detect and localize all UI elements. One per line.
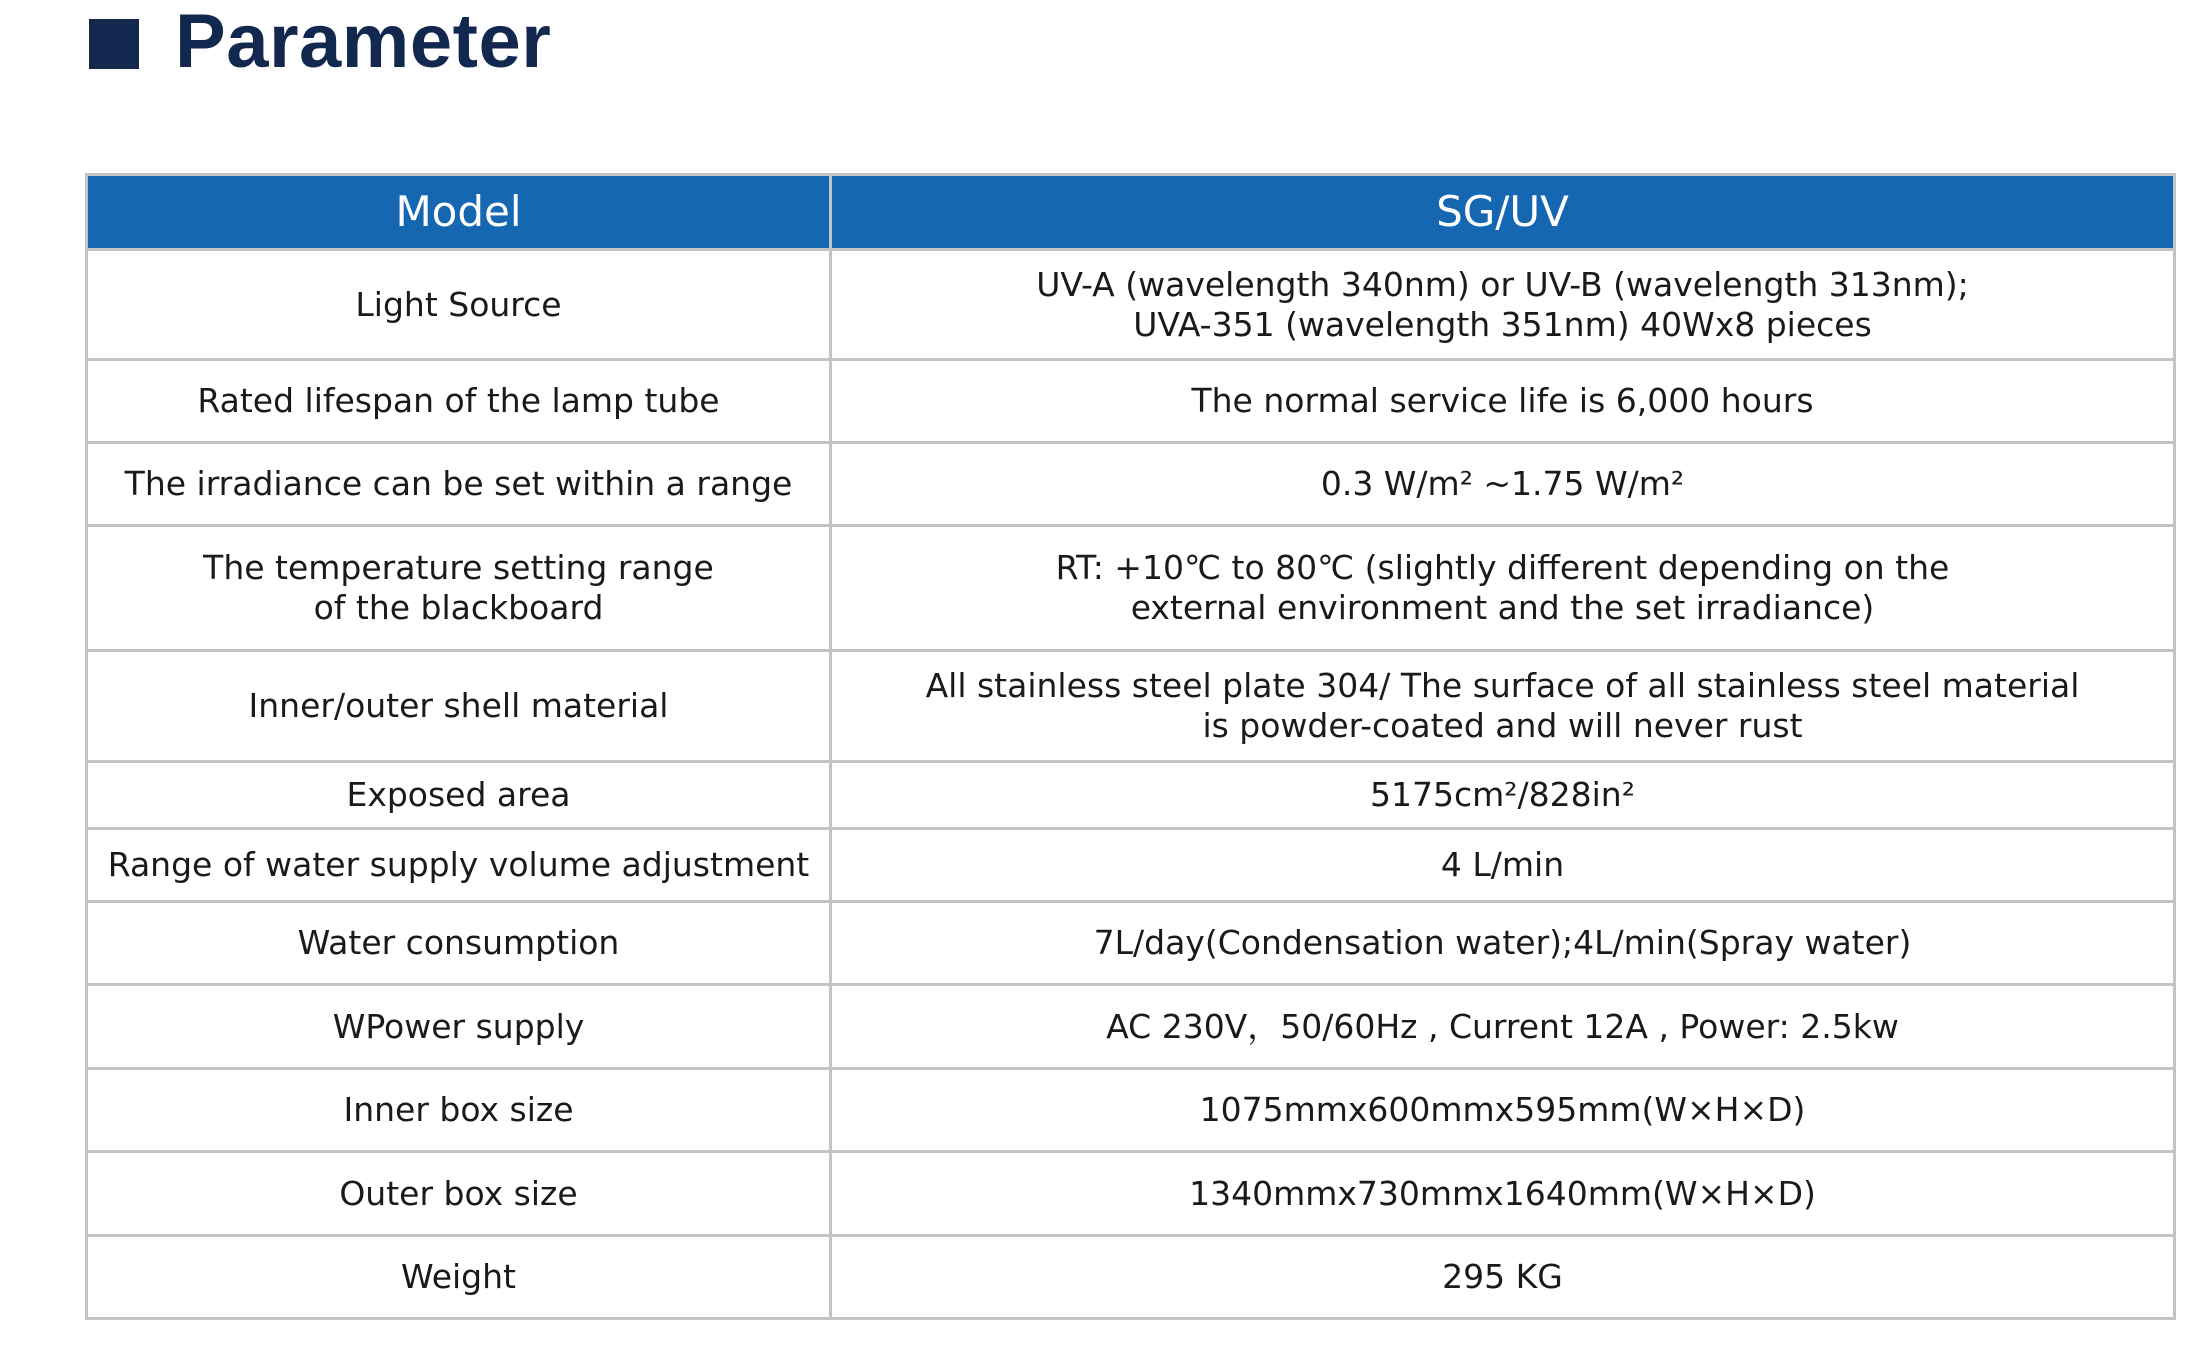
param-cell	[87, 651, 831, 762]
param-text: The irradiance can be set within a range	[124, 464, 793, 503]
table-row	[87, 526, 2175, 651]
value-text: All stainless steel plate 304/ The surface of all stainless steel material	[925, 666, 2080, 705]
value-text: RT: +10℃ to 80℃ (slightly different depending on the	[1055, 548, 1950, 587]
page-title: Parameter	[175, 0, 552, 84]
table-body	[87, 250, 2175, 1319]
value-cell	[831, 443, 2175, 526]
value-text: 4 L/min	[1440, 845, 1565, 884]
table-row	[87, 902, 2175, 985]
value-cell	[831, 1152, 2175, 1236]
value-cell	[831, 762, 2175, 829]
param-cell	[87, 902, 831, 985]
param-cell	[87, 1236, 831, 1319]
param-text: Exposed area	[346, 775, 571, 814]
value-cell	[831, 902, 2175, 985]
value-cell	[831, 985, 2175, 1069]
table-row	[87, 1069, 2175, 1152]
table-row	[87, 651, 2175, 762]
param-cell	[87, 443, 831, 526]
table-row	[87, 443, 2175, 526]
param-text: Inner/outer shell material	[248, 686, 669, 725]
parameter-table	[85, 173, 2176, 1320]
value-text: 295 KG	[1442, 1257, 1563, 1296]
value-text: is powder-coated and will never rust	[1202, 706, 1803, 745]
table-row	[87, 762, 2175, 829]
param-text: WPower supply	[332, 1006, 585, 1046]
param-cell	[87, 985, 831, 1069]
value-cell	[831, 1236, 2175, 1319]
table-row	[87, 360, 2175, 443]
value-cell	[831, 526, 2175, 651]
table-header-row	[87, 175, 2175, 250]
param-cell	[87, 1069, 831, 1152]
value-text: 5175cm²/828in²	[1370, 775, 1635, 814]
param-cell	[87, 360, 831, 443]
table-row	[87, 1152, 2175, 1236]
value-text: 7L/day(Condensation water);4L/min(Spray water)	[1093, 923, 1912, 962]
param-text: Weight	[401, 1257, 516, 1296]
table-row	[87, 829, 2175, 902]
value-text: The normal service life is 6,000 hours	[1191, 381, 1814, 420]
value-text: UVA-351 (wavelength 351nm) 40Wx8 pieces	[1133, 304, 1872, 344]
value-cell	[831, 360, 2175, 443]
param-cell	[87, 526, 831, 651]
param-text: Outer box size	[339, 1173, 578, 1213]
table-row	[87, 985, 2175, 1069]
table-row	[87, 250, 2175, 360]
param-text: of the blackboard	[313, 588, 604, 627]
param-text: Rated lifespan of the lamp tube	[197, 381, 720, 420]
value-text: 0.3 W/m² ~1.75 W/m²	[1320, 464, 1685, 503]
value-text: AC 230V，50/60Hz , Current 12A , Power: 2.5kw	[1106, 1006, 1899, 1046]
value-text: 1340mmx730mmx1640mm(W×H×D)	[1189, 1173, 1816, 1213]
value-cell	[831, 1069, 2175, 1152]
param-cell	[87, 1152, 831, 1236]
param-cell	[87, 250, 831, 360]
value-cell	[831, 829, 2175, 902]
param-cell	[87, 829, 831, 902]
square-bullet-icon	[89, 19, 139, 69]
header-model-value: SG/UV	[831, 175, 2175, 250]
param-cell	[87, 762, 831, 829]
value-cell	[831, 651, 2175, 762]
param-text: The temperature setting range	[203, 548, 714, 587]
value-text: 1075mmx600mmx595mm(W×H×D)	[1199, 1090, 1806, 1129]
page-heading	[89, 0, 551, 84]
param-text: Water consumption	[297, 923, 620, 962]
value-cell	[831, 250, 2175, 360]
param-text: Light Source	[355, 284, 562, 324]
param-text: Range of water supply volume adjustment	[107, 845, 810, 884]
value-text: UV-A (wavelength 340nm) or UV-B (wavelength 313nm);	[1036, 264, 1969, 304]
header-model: Model	[87, 175, 831, 250]
table-row	[87, 1236, 2175, 1319]
value-text: external environment and the set irradiance)	[1130, 588, 1875, 627]
param-text: Inner box size	[343, 1090, 574, 1129]
